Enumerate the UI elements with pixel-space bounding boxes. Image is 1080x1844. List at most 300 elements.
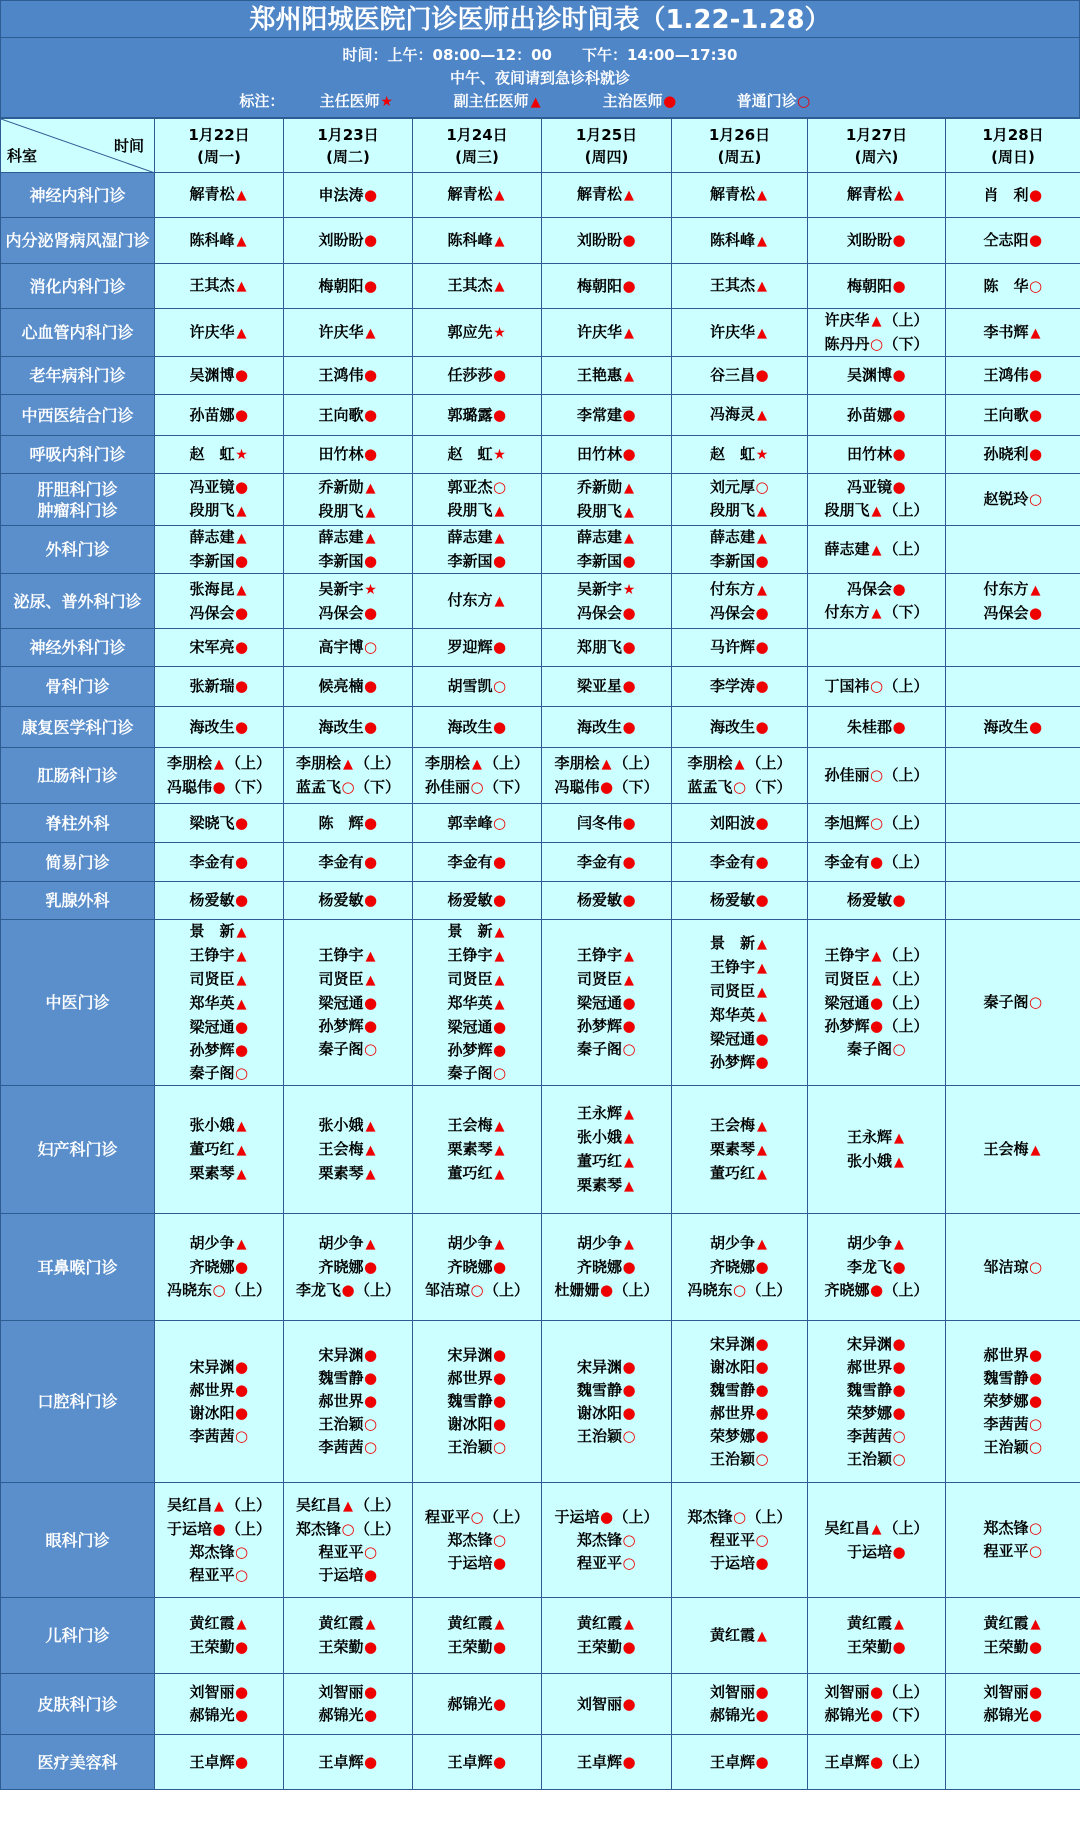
legend-label: 主任医师 <box>319 92 380 110</box>
triangle-icon: ▲ <box>472 757 482 772</box>
filled-circle-icon: ● <box>1028 717 1043 736</box>
department-cell <box>1 1735 155 1790</box>
triangle-icon: ▲ <box>494 925 505 940</box>
doctor-entry <box>155 1232 283 1256</box>
triangle-icon: ▲ <box>624 480 634 496</box>
doctor-entry <box>808 1448 945 1471</box>
doctor-entry <box>672 1751 807 1774</box>
filled-circle-icon: ● <box>1028 231 1043 249</box>
filled-circle-icon: ● <box>869 1017 884 1035</box>
doctor-entry <box>542 1279 671 1302</box>
schedule-cell <box>542 629 672 667</box>
session-suffix: （下） <box>746 778 792 796</box>
department-name: 妇产科门诊 <box>37 1140 118 1159</box>
triangle-icon: ▲ <box>871 949 882 964</box>
filled-circle-icon: ● <box>363 1369 378 1387</box>
doctor-entry <box>542 1425 671 1448</box>
schedule-cell <box>672 843 808 882</box>
doctor-entry <box>542 889 671 912</box>
doctor-name: 司贤臣 <box>576 970 622 988</box>
filled-circle-icon: ● <box>363 813 378 832</box>
doctor-entry <box>413 812 541 835</box>
doctor-entry <box>413 1114 541 1138</box>
filled-circle-icon: ● <box>492 405 507 424</box>
schedule-cell <box>946 264 1080 309</box>
doctor-entry <box>155 183 283 207</box>
filled-circle-icon: ● <box>363 231 378 249</box>
doctor-entry <box>542 675 671 698</box>
triangle-icon: ▲ <box>494 1166 505 1182</box>
doctor-entry <box>672 1356 807 1379</box>
day-header <box>808 119 946 173</box>
filled-circle-icon: ● <box>1028 1346 1043 1364</box>
schedule-cell <box>672 357 808 395</box>
triangle-icon: ▲ <box>365 1166 376 1182</box>
doctor-name: 薛志建 <box>318 528 364 546</box>
department-name: 简易门诊 <box>45 852 110 872</box>
filled-circle-icon: ● <box>755 366 769 384</box>
doctor-name: 冯保会 <box>189 603 235 622</box>
doctor-entry <box>542 636 671 659</box>
table-row <box>1 395 1080 436</box>
filled-circle-icon: ● <box>892 1403 906 1422</box>
filled-circle-icon: ● <box>492 1553 507 1572</box>
doctor-entry <box>808 1356 945 1379</box>
doctor-name: 付东方 <box>824 602 870 621</box>
open-circle-icon: ○ <box>869 335 884 353</box>
doctor-name: 司贤臣 <box>824 970 870 988</box>
doctor-entry <box>155 1016 283 1039</box>
triangle-icon: ▲ <box>365 1617 376 1632</box>
doctor-entry <box>413 1390 541 1413</box>
doctor-name: 王卓辉 <box>576 1752 622 1771</box>
schedule-cell <box>413 474 542 526</box>
doctor-name: 胡少争 <box>846 1234 892 1252</box>
filled-circle-icon: ● <box>622 603 636 622</box>
filled-circle-icon: ● <box>622 1357 636 1376</box>
filled-circle-icon: ● <box>1028 405 1043 424</box>
schedule-cell <box>284 843 413 882</box>
doctor-name: 冯晓东 <box>166 1281 212 1299</box>
department-name: 中医门诊 <box>45 993 110 1012</box>
schedule-table <box>0 118 1080 1790</box>
doctor-entry <box>413 274 541 298</box>
schedule-cell <box>542 1086 672 1214</box>
schedule-cell <box>542 574 672 629</box>
doctor-entry <box>946 1344 1080 1367</box>
doctor-entry <box>946 1636 1080 1659</box>
filled-circle-icon: ● <box>363 552 378 570</box>
schedule-cell <box>413 309 542 357</box>
doctor-entry <box>542 1529 671 1552</box>
star-icon: ★ <box>380 94 393 110</box>
session-suffix: （上） <box>613 1507 659 1526</box>
doctor-name: 梁冠通 <box>709 1029 755 1048</box>
schedule-cell <box>946 1735 1080 1790</box>
department-name: 内分泌肾病风湿门诊 <box>5 231 150 250</box>
doctor-name: 海改生 <box>576 717 622 736</box>
open-circle-icon: ○ <box>892 1040 906 1058</box>
triangle-icon: ▲ <box>624 188 634 203</box>
filled-circle-icon: ● <box>234 891 249 909</box>
filled-circle-icon: ● <box>892 366 906 384</box>
doctor-entry <box>808 1333 945 1356</box>
star-icon: ★ <box>235 446 248 463</box>
session-suffix: （上） <box>613 1281 659 1299</box>
schedule-cell <box>542 882 672 920</box>
schedule-cell <box>542 707 672 748</box>
day-date: 1月23日 <box>317 125 379 144</box>
doctor-entry <box>808 716 945 739</box>
doctor-entry <box>946 404 1080 427</box>
session-suffix: （上） <box>746 1507 792 1526</box>
schedule-cell <box>672 629 808 667</box>
triangle-icon: ▲ <box>757 325 767 341</box>
doctor-name: 刘智丽 <box>318 1683 364 1701</box>
schedule-cell <box>808 357 946 395</box>
doctor-entry <box>155 1636 283 1659</box>
open-circle-icon: ○ <box>234 1064 249 1082</box>
doctor-name: 栗素琴 <box>576 1175 622 1194</box>
session-suffix: （上） <box>355 1519 401 1538</box>
doctor-name: 许庆华 <box>189 322 235 341</box>
filled-circle-icon: ● <box>492 1258 507 1276</box>
filled-circle-icon: ● <box>892 891 906 909</box>
doctor-entry <box>413 1138 541 1162</box>
session-suffix: （上） <box>484 1281 530 1299</box>
schedule-cell <box>672 395 808 436</box>
schedule-cell <box>155 843 284 882</box>
triangle-icon: ▲ <box>757 1628 767 1644</box>
doctor-entry <box>542 500 671 524</box>
doctor-entry <box>155 1518 283 1541</box>
doctor-name: 于运培 <box>447 1553 493 1572</box>
triangle-icon: ▲ <box>343 757 353 772</box>
doctor-entry <box>672 776 807 799</box>
table-row <box>1 1735 1080 1790</box>
doctor-name: 程亚平 <box>424 1507 470 1526</box>
doctor-entry <box>155 851 283 874</box>
doctor-name: 郝世界 <box>709 1403 755 1422</box>
filled-circle-icon: ● <box>234 638 249 656</box>
filled-circle-icon: ● <box>755 1380 769 1399</box>
triangle-icon: ▲ <box>871 1521 882 1537</box>
doctor-entry <box>672 229 807 253</box>
filled-circle-icon: ● <box>622 552 636 570</box>
doctor-entry <box>672 636 807 659</box>
doctor-name: 段朋飞 <box>447 501 493 519</box>
schedule-cell <box>542 843 672 882</box>
doctor-entry <box>672 526 807 550</box>
doctor-entry <box>155 321 283 345</box>
session-suffix: （上） <box>484 754 530 772</box>
session-suffix: （上） <box>883 813 929 832</box>
filled-circle-icon: ● <box>755 1052 769 1071</box>
doctor-name: 解青松 <box>709 185 755 203</box>
schedule-cell <box>946 843 1080 882</box>
triangle-icon: ▲ <box>365 1237 376 1252</box>
doctor-entry <box>284 889 412 912</box>
doctor-entry <box>808 499 945 523</box>
department-name: 口腔科门诊 <box>37 1392 118 1411</box>
doctor-name: 薛志建 <box>447 528 493 546</box>
doctor-entry <box>542 404 671 427</box>
department-cell <box>1 436 155 474</box>
filled-circle-icon: ● <box>622 813 636 832</box>
page-title: 郑州阳城医院门诊医师出诊时间表（1.22-1.28） <box>0 0 1080 38</box>
filled-circle-icon: ● <box>234 1018 249 1036</box>
schedule-cell <box>808 574 946 629</box>
schedule-cell <box>155 748 284 804</box>
doctor-entry <box>284 992 412 1015</box>
triangle-icon: ▲ <box>494 233 505 249</box>
schedule-cell <box>542 1321 672 1483</box>
doctor-entry <box>284 500 412 524</box>
filled-circle-icon: ● <box>622 717 636 736</box>
filled-circle-icon: ● <box>363 717 378 736</box>
filled-circle-icon: ● <box>755 677 769 695</box>
session-suffix: （上） <box>226 754 272 772</box>
doctor-entry <box>413 443 541 467</box>
open-circle-icon: ○ <box>212 1281 226 1299</box>
triangle-icon: ▲ <box>871 504 882 519</box>
doctor-entry <box>284 1279 412 1302</box>
info-panel <box>0 38 1080 118</box>
doctor-entry <box>155 1704 283 1727</box>
doctor-entry <box>413 1506 541 1529</box>
schedule-cell <box>413 1735 542 1790</box>
doctor-entry <box>808 183 945 207</box>
doctor-entry <box>672 1681 807 1704</box>
department-cell <box>1 667 155 707</box>
triangle-icon: ▲ <box>236 233 247 249</box>
triangle-icon: ▲ <box>494 973 505 988</box>
schedule-cell <box>946 1674 1080 1735</box>
doctor-entry <box>672 476 807 499</box>
filled-circle-icon: ● <box>755 1403 769 1422</box>
department-name: 肿瘤科门诊 <box>37 500 118 520</box>
doctor-entry <box>413 889 541 912</box>
doctor-name: 陈科峰 <box>709 230 755 249</box>
filled-circle-icon: ● <box>363 1706 378 1724</box>
table-row <box>1 629 1080 667</box>
triangle-icon: ▲ <box>236 973 247 988</box>
doctor-name: 荣梦娜 <box>846 1403 892 1422</box>
schedule-cell <box>672 574 808 629</box>
doctor-entry <box>946 991 1080 1014</box>
filled-circle-icon: ● <box>363 366 378 384</box>
filled-circle-icon: ● <box>363 1017 378 1035</box>
triangle-icon: ▲ <box>757 188 767 203</box>
session-suffix: （下） <box>883 1706 929 1724</box>
doctor-name: 刘盼盼 <box>846 231 892 249</box>
schedule-cell <box>672 920 808 1086</box>
legend <box>1 90 1079 114</box>
doctor-entry <box>672 602 807 625</box>
doctor-name: 司贤臣 <box>189 970 235 988</box>
schedule-cell <box>946 707 1080 748</box>
schedule-cell <box>155 707 284 748</box>
session-suffix: （上） <box>883 1752 929 1771</box>
doctor-entry <box>808 1015 945 1038</box>
open-circle-icon: ○ <box>363 638 378 656</box>
department-name: 肝胆科门诊 <box>37 479 118 499</box>
table-row <box>1 526 1080 574</box>
filled-circle-icon: ● <box>622 1403 636 1422</box>
session-suffix: （上） <box>883 311 929 329</box>
doctor-entry <box>413 851 541 874</box>
doctor-entry <box>413 1636 541 1659</box>
doctor-entry <box>413 1413 541 1436</box>
session-suffix: （上） <box>883 766 929 784</box>
doctor-name: 程亚平 <box>189 1565 235 1584</box>
day-header <box>413 119 542 173</box>
schedule-cell <box>946 474 1080 526</box>
doctor-entry <box>413 636 541 659</box>
filled-circle-icon: ● <box>363 891 378 909</box>
filled-circle-icon: ● <box>1028 1706 1043 1724</box>
doctor-name: 李金有 <box>576 852 622 871</box>
day-date: 1月24日 <box>446 125 508 144</box>
doctor-entry <box>672 1529 807 1552</box>
department-cell <box>1 1598 155 1674</box>
doctor-name: 陈科峰 <box>189 230 235 249</box>
open-circle-icon: ○ <box>622 1040 636 1058</box>
filled-circle-icon: ● <box>869 1752 884 1771</box>
schedule-cell <box>413 526 542 574</box>
doctor-entry <box>284 443 412 466</box>
filled-circle-icon: ● <box>755 1029 769 1048</box>
corner-header <box>1 119 155 173</box>
doctor-name: 孙梦辉 <box>447 1041 493 1059</box>
day-date: 1月22日 <box>188 125 250 144</box>
doctor-entry <box>542 1612 671 1636</box>
doctor-name: 梁晓飞 <box>189 813 235 832</box>
day-weekday: (周三) <box>455 147 499 166</box>
doctor-name: 孙梦辉 <box>189 1041 235 1059</box>
triangle-icon: ▲ <box>236 949 247 964</box>
doctor-name: 程亚平 <box>576 1553 622 1572</box>
day-date: 1月25日 <box>575 125 638 144</box>
doctor-name: 吴红昌 <box>824 1518 870 1537</box>
doctor-name: 孙梦辉 <box>824 1017 870 1035</box>
schedule-cell <box>284 920 413 1086</box>
table-row <box>1 218 1080 264</box>
schedule-cell <box>808 882 946 920</box>
schedule-cell <box>413 1214 542 1321</box>
triangle-icon: ▲ <box>236 1166 247 1182</box>
doctor-name: 梁冠通 <box>576 994 622 1012</box>
triangle-icon: ▲ <box>365 949 376 964</box>
filled-circle-icon: ● <box>234 813 249 832</box>
schedule-cell <box>946 395 1080 436</box>
doctor-entry <box>155 636 283 659</box>
doctor-entry <box>284 1612 412 1636</box>
triangle-icon: ▲ <box>894 1154 904 1170</box>
legend-item <box>737 90 811 113</box>
table-row <box>1 309 1080 357</box>
doctor-entry <box>155 1279 283 1302</box>
doctor-name: 乔新勋 <box>576 477 622 496</box>
filled-circle-icon: ● <box>755 891 769 909</box>
triangle-icon: ▲ <box>624 531 634 546</box>
doctor-name: 梅朝阳 <box>576 276 622 295</box>
doctor-name: 王会梅 <box>318 1139 364 1158</box>
doctor-name: 李新国 <box>709 552 755 570</box>
schedule-cell <box>542 804 672 843</box>
doctor-entry <box>808 992 945 1015</box>
department-cell <box>1 395 155 436</box>
doctor-name: 许庆华 <box>824 311 870 329</box>
schedule-cell <box>284 707 413 748</box>
schedule-cell <box>284 357 413 395</box>
doctor-entry <box>155 550 283 573</box>
schedule-cell <box>808 1598 946 1674</box>
session-suffix: （上） <box>746 754 792 772</box>
star-icon: ★ <box>493 446 506 463</box>
doctor-entry <box>413 526 541 550</box>
doctor-name: 赵 虹 <box>189 444 235 463</box>
open-circle-icon: ○ <box>732 1507 747 1526</box>
doctor-entry <box>413 992 541 1016</box>
filled-circle-icon: ● <box>622 1258 636 1276</box>
doctor-entry <box>155 752 283 776</box>
doctor-name: 郑杰锋 <box>983 1519 1029 1537</box>
doctor-name: 魏雪静 <box>576 1380 622 1399</box>
doctor-entry <box>413 920 541 944</box>
doctor-name: 李常建 <box>576 405 622 424</box>
schedule-cell <box>284 526 413 574</box>
department-cell <box>1 843 155 882</box>
filled-circle-icon: ● <box>892 1380 906 1399</box>
doctor-name: 郝世界 <box>189 1380 235 1399</box>
filled-circle-icon: ● <box>234 1752 249 1771</box>
doctor-entry <box>808 309 945 333</box>
day-weekday: (周一) <box>197 147 241 166</box>
doctor-entry <box>284 1494 412 1518</box>
doctor-name: 胡少争 <box>447 1234 493 1252</box>
filled-circle-icon: ● <box>622 994 636 1012</box>
department-cell <box>1 574 155 629</box>
schedule-cell <box>284 804 413 843</box>
doctor-entry <box>155 1138 283 1162</box>
doctor-entry <box>946 1681 1080 1704</box>
doctor-name: 司贤臣 <box>318 970 364 988</box>
doctor-name: 齐晓娜 <box>318 1258 364 1276</box>
open-circle-icon: ○ <box>1028 1438 1043 1456</box>
doctor-name: 胡少争 <box>318 1234 364 1252</box>
schedule-cell <box>946 629 1080 667</box>
doctor-name: 李茜茜 <box>318 1438 364 1456</box>
schedule-cell <box>542 748 672 804</box>
doctor-name: 王会梅 <box>709 1115 755 1134</box>
schedule-cell <box>284 1674 413 1735</box>
doctor-entry <box>542 1102 671 1126</box>
doctor-entry <box>284 1390 412 1413</box>
filled-circle-icon: ● <box>234 1403 249 1422</box>
filled-circle-icon: ● <box>1028 366 1043 384</box>
schedule-cell <box>542 173 672 218</box>
table-row <box>1 707 1080 748</box>
filled-circle-icon: ● <box>234 603 249 622</box>
doctor-name: 吴新宇 <box>576 579 622 598</box>
doctor-name: 宋异渊 <box>447 1346 493 1364</box>
doctor-entry <box>542 1402 671 1425</box>
filled-circle-icon: ● <box>892 478 906 496</box>
triangle-icon: ▲ <box>757 1118 767 1134</box>
doctor-name: 任莎莎 <box>447 366 493 384</box>
filled-circle-icon: ● <box>622 1017 636 1035</box>
